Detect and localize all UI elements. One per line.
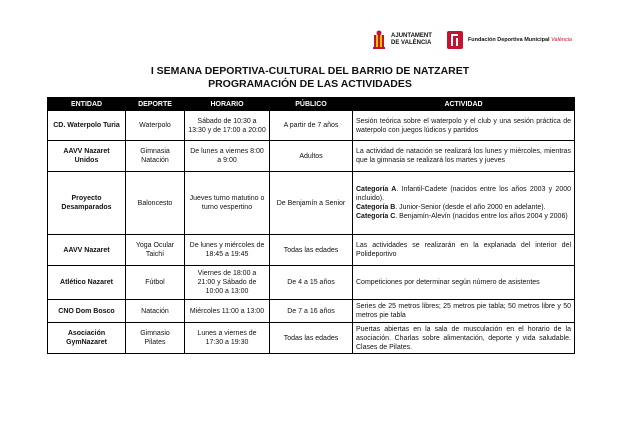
col-header-publico: PÚBLICO [270,98,353,111]
cell-entidad: CD. Waterpolo Turia [48,111,126,141]
title-line1: I SEMANA DEPORTIVA-CULTURAL DEL BARRIO DE NATZARET [150,65,470,77]
table-header-row [48,98,575,111]
cell-publico: De Benjamín a Senior [270,172,353,235]
table-row [48,235,575,266]
table-row [48,323,575,354]
table-row [48,172,575,235]
cell-actividad: Series de 25 metros libres; 25 metros pie tabla; 50 metros libre y 50 metros pie tabla [353,300,575,323]
cell-entidad: CNO Dom Bosco [48,300,126,323]
cell-horario: Viernes de 18:00 a 21:00 y Sábado de 10:00 a 13:00 [185,266,270,300]
cell-actividad: Competiciones por determinar según número de asistentes [353,266,575,300]
cell-deporte: Gimnasio Pilates [126,323,185,354]
header-logos [371,30,572,50]
logo2-line3: Municipal [524,36,550,43]
cell-actividad: Puertas abiertas en la sala de musculación en el horario de la asociación. Charlas sobre alimentación, deporte y vida saludable. Clases de Pilates. [353,323,575,354]
cell-horario: Jueves turno matutino o turno vespertino [185,172,270,235]
cell-entidad: Proyecto Desamparados [48,172,126,235]
cell-deporte: Baloncesto [126,172,185,235]
category-text: . Infantil-Cadete (nacidos entre los años 2003 y 2000 incluido). [356,186,572,202]
logo1-line1: AJUNTAMENT [391,33,432,39]
category-line [356,203,571,212]
col-header-entidad: ENTIDAD [48,98,126,111]
fdm-logo [446,30,572,50]
cell-entidad: Atlético Nazaret [48,266,126,300]
cell-horario: Miércoles 11:00 a 13:00 [185,300,270,323]
category-line [356,212,571,221]
category-text: . Benjamín-Alevín (nacidos entre los años 2004 y 2006) [395,213,568,220]
category-text: . Junior-Senior (desde el año 2000 en adelante). [395,204,546,211]
cell-publico: Todas las edades [270,235,353,266]
table-row [48,266,575,300]
cell-deporte: Waterpolo [126,111,185,141]
activities-table [47,97,575,354]
category-label: Categoría A [356,186,397,193]
cell-deporte: Natación [126,300,185,323]
cell-entidad: AAVV Nazaret Unidos [48,141,126,172]
logo2-line4: València [551,36,572,43]
cell-publico: Adultos [270,141,353,172]
cell-actividad [353,172,575,235]
cell-horario: Sábado de 10:30 a 13:30 y de 17:00 a 20:00 [185,111,270,141]
cell-deporte: Yoga Ocular Taichí [126,235,185,266]
cell-horario: Lunes a viernes de 17:30 a 19:30 [185,323,270,354]
category-line [356,185,571,203]
cell-actividad: La actividad de natación se realizará los lunes y miércoles, mientras que la gimnasia se realizará los martes y jueves [353,141,575,172]
cell-publico: Todas las edades [270,323,353,354]
cell-actividad: Las actividades se realizarán en la explanada del interior del Polideportivo [353,235,575,266]
cell-deporte: Fútbol [126,266,185,300]
cell-entidad: Asociación GymNazaret [48,323,126,354]
col-header-actividad: ACTIVIDAD [353,98,575,111]
cell-publico: De 7 a 16 años [270,300,353,323]
cell-entidad: AAVV Nazaret [48,235,126,266]
col-header-deporte: DEPORTE [126,98,185,111]
category-label: Categoría C [356,213,396,220]
ajuntament-logo [371,30,432,50]
table-row [48,141,575,172]
cell-publico: A partir de 7 años [270,111,353,141]
cell-deporte: Gimnasia Natación [126,141,185,172]
logo2-line2: Deportiva [497,36,523,43]
cell-publico: De 4 a 15 años [270,266,353,300]
title-line2: PROGRAMACIÓN DE LAS ACTIVIDADES [208,78,412,90]
category-label: Categoría B [356,204,396,211]
logo2-line1: Fundación [467,36,496,43]
cell-horario: De lunes y miércoles de 18:45 a 19:45 [185,235,270,266]
valencia-crest-icon [371,30,387,50]
table-row [48,111,575,141]
document-title [0,65,620,91]
table-row [48,300,575,323]
fdm-mark-icon [446,30,464,50]
logo1-line2: DE VALÈNCIA [391,40,432,46]
cell-horario: De lunes a viernes 8:00 a 9:00 [185,141,270,172]
col-header-horario: HORARIO [185,98,270,111]
cell-actividad: Sesión teórica sobre el waterpolo y el club y una sesión práctica de waterpolo con juegos lúdicos y partidos [353,111,575,141]
